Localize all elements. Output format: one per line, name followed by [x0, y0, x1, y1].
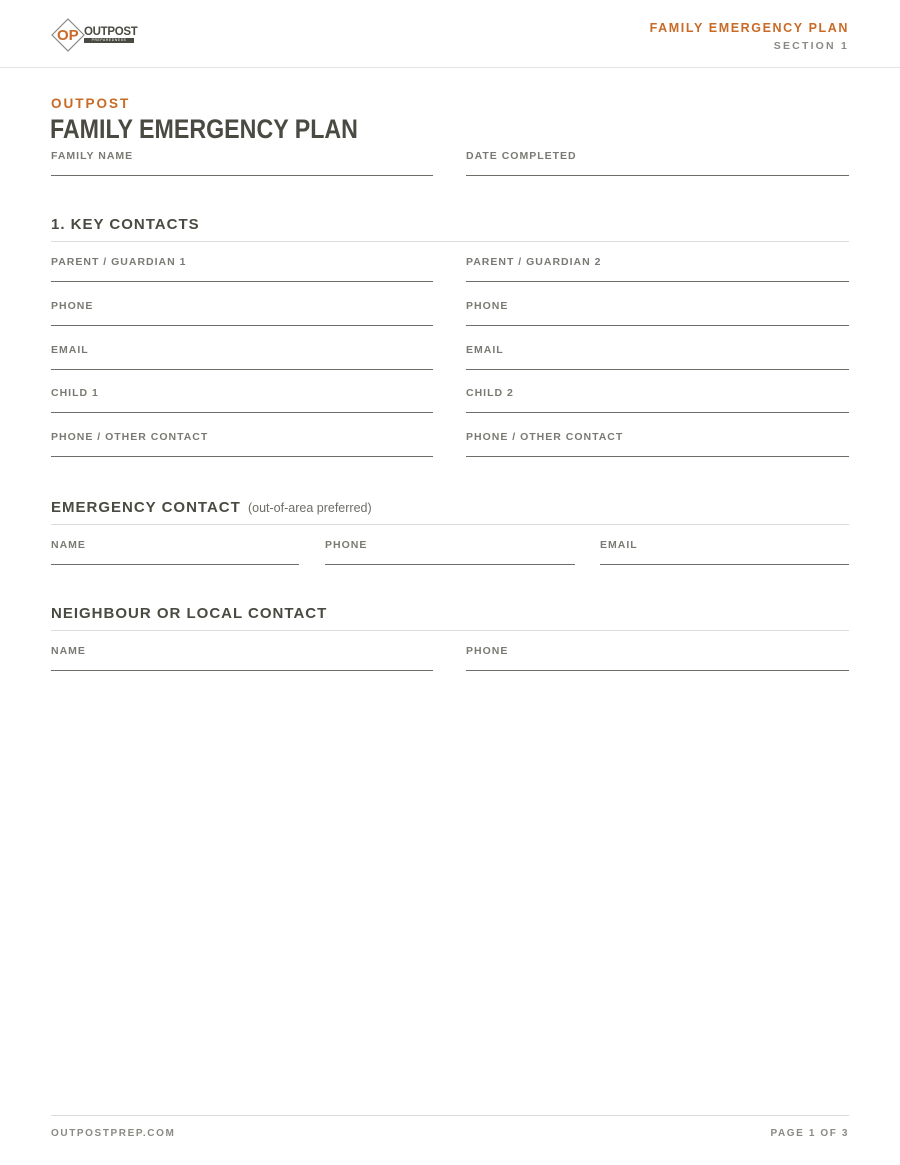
field-label: PARENT / GUARDIAN 2 — [466, 256, 602, 268]
field-label: PARENT / GUARDIAN 1 — [51, 256, 187, 268]
field-label: CHILD 2 — [466, 387, 514, 399]
field-label: PHONE — [325, 539, 368, 551]
diamond-logo-icon — [51, 18, 85, 52]
neighbour-name-field[interactable] — [51, 645, 433, 671]
field-label: PHONE / OTHER CONTACT — [51, 431, 209, 443]
parent-guardian-2-field[interactable] — [466, 256, 849, 282]
page-title: FAMILY EMERGENCY PLAN — [50, 114, 358, 144]
section-note: (out-of-area preferred) — [247, 501, 372, 515]
brand-logo — [51, 18, 141, 54]
logo-subline: PREPAREDNESS — [84, 38, 134, 43]
field-label: PHONE — [466, 645, 509, 657]
child-1-other-contact-field[interactable] — [51, 431, 433, 457]
logo-mark-letter-o: OP — [57, 27, 79, 44]
field-label: EMAIL — [600, 539, 638, 551]
emergency-email-field[interactable] — [600, 539, 849, 565]
parent-2-email-field[interactable] — [466, 344, 849, 370]
field-label: EMAIL — [466, 344, 504, 356]
parent-2-phone-field[interactable] — [466, 300, 849, 326]
child-2-field[interactable] — [466, 387, 849, 413]
parent-1-phone-field[interactable] — [51, 300, 433, 326]
field-label: NAME — [51, 645, 86, 657]
key-contacts-heading — [51, 216, 849, 242]
field-label: PHONE / OTHER CONTACT — [466, 431, 624, 443]
header-meta — [650, 21, 849, 52]
header-title: FAMILY EMERGENCY PLAN — [649, 21, 849, 35]
header-section: SECTION 1 — [773, 40, 849, 52]
field-label: FAMILY NAME — [51, 150, 134, 162]
field-label: PHONE — [51, 300, 94, 312]
field-label: NAME — [51, 539, 86, 551]
field-label: PHONE — [466, 300, 509, 312]
emergency-name-field[interactable] — [51, 539, 299, 565]
section-title: NEIGHBOUR OR LOCAL CONTACT — [51, 605, 328, 622]
emergency-contact-heading — [51, 499, 849, 525]
page-footer — [51, 1115, 849, 1145]
field-label: CHILD 1 — [51, 387, 99, 399]
document-kicker: OUTPOST — [51, 96, 131, 111]
page-header — [0, 0, 900, 68]
neighbour-contact-heading — [51, 605, 849, 631]
logo-wordmark: OUTPOST — [84, 26, 138, 38]
child-2-other-contact-field[interactable] — [466, 431, 849, 457]
emergency-phone-field[interactable] — [325, 539, 575, 565]
page-number: PAGE 1 OF 3 — [770, 1128, 849, 1139]
parent-1-email-field[interactable] — [51, 344, 433, 370]
footer-website-link[interactable]: OUTPOSTPREP.COM — [51, 1128, 176, 1139]
field-label: EMAIL — [51, 344, 89, 356]
neighbour-phone-field[interactable] — [466, 645, 849, 671]
section-title — [51, 499, 372, 517]
section-title: 1. KEY CONTACTS — [51, 216, 200, 233]
date-completed-field[interactable] — [466, 150, 849, 176]
child-1-field[interactable] — [51, 387, 433, 413]
field-label: DATE COMPLETED — [466, 150, 577, 162]
family-name-field[interactable] — [51, 150, 433, 176]
section-title-text: EMERGENCY CONTACT — [51, 499, 241, 516]
parent-guardian-1-field[interactable] — [51, 256, 433, 282]
